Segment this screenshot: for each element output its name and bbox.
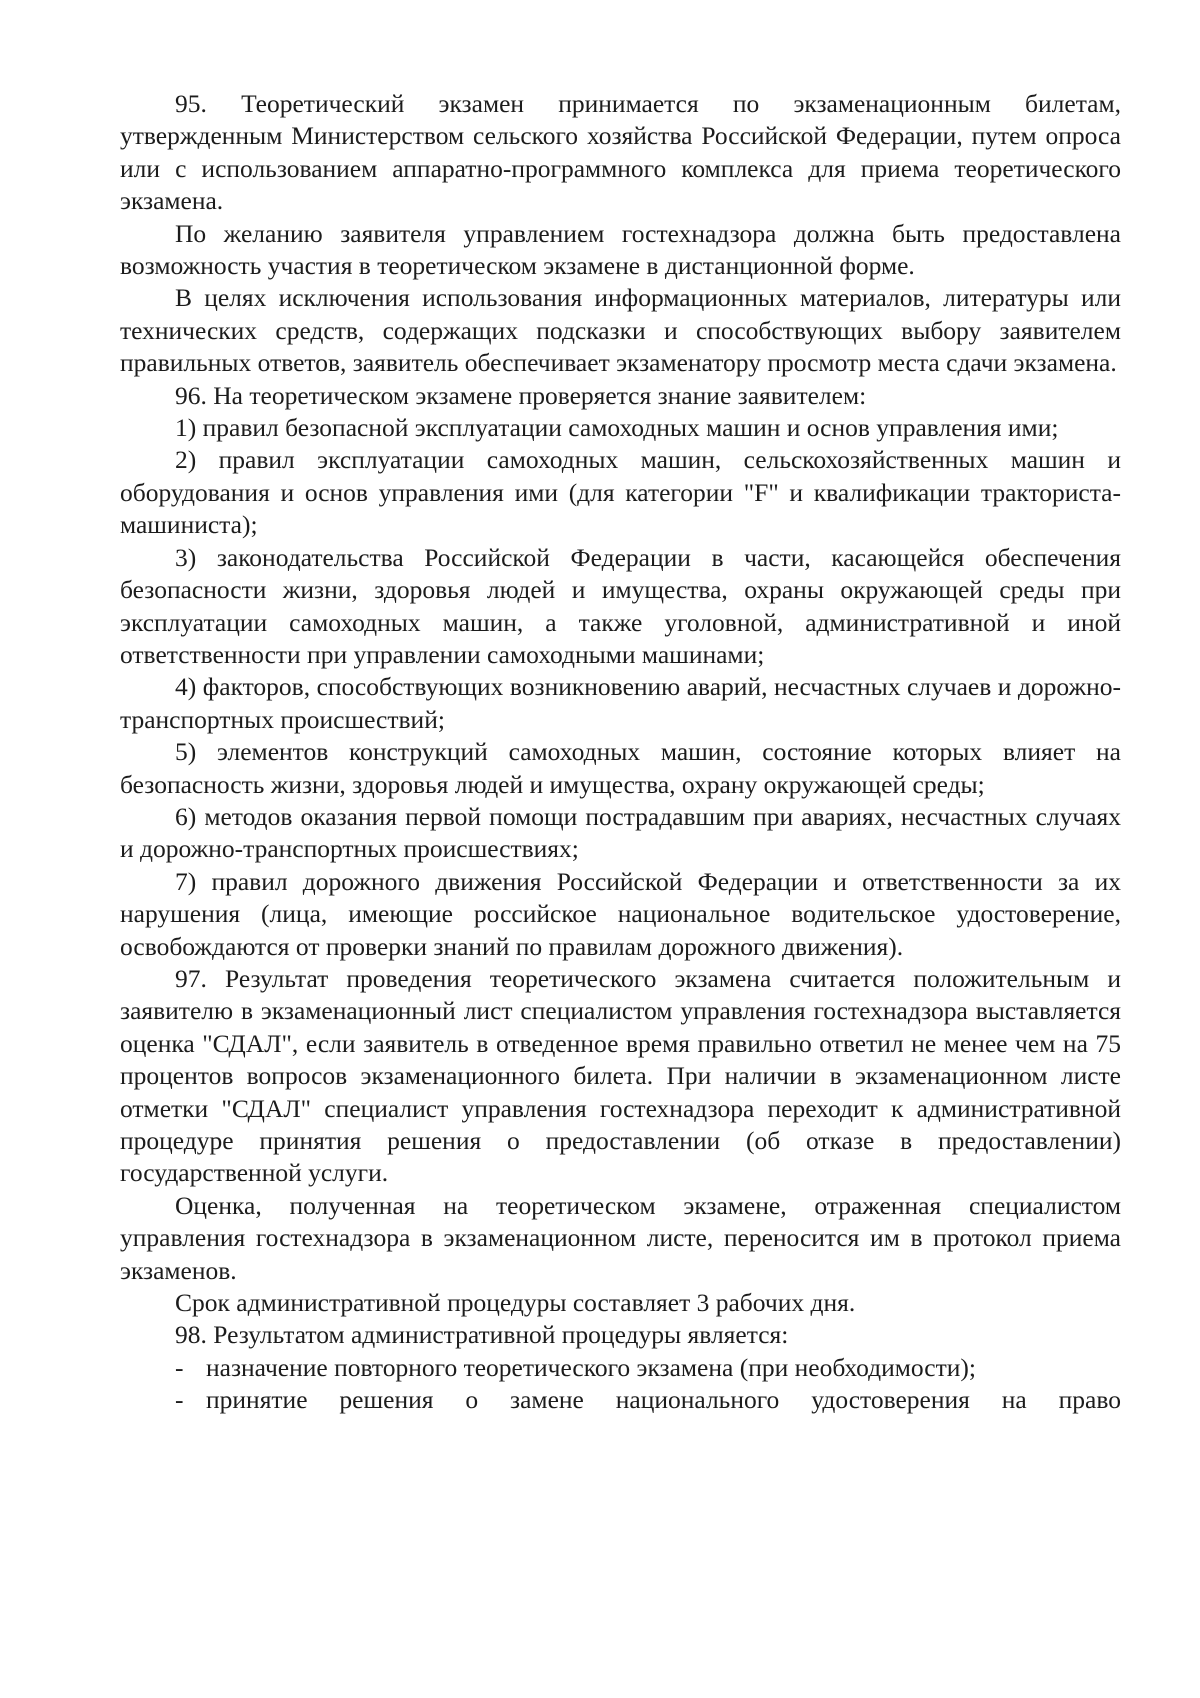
list-item-4: 4) факторов, способствующих возникновению аварий, несчастных случаев и дорожно-транспортных происшествий; — [120, 672, 1121, 734]
paragraph-grade-transfer: Оценка, полученная на теоретическом экзамене, отраженная специалистом управления гостехнадзора в экзаменационном листе, переносится им в протокол приема экзаменов. — [120, 1190, 1121, 1285]
document-page — [120, 88, 1121, 1417]
result-list-item — [120, 1384, 1121, 1416]
list-item-5: 5) элементов конструкций самоходных машин, состояние которых влияет на безопасность жизни, здоровья людей и имущества, охрану окружающей среды; — [120, 737, 1121, 799]
paragraph-96: 96. На теоретическом экзамене проверяется знание заявителем: — [175, 380, 867, 410]
paragraph-95: 95. Теоретический экзамен принимается по экзаменационным билетам, утвержденным Министерством сельского хозяйства Российской Федерации, путем опроса или с использованием аппаратно-программного комплекса для приема теоретического экзамена. — [120, 89, 1121, 216]
dash-marker: - — [175, 1385, 184, 1415]
paragraph-deadline: Срок административной процедуры составляет 3 рабочих дня. — [175, 1288, 856, 1318]
paragraph-remote-exam: По желанию заявителя управлением гостехнадзора должна быть предоставлена возможность участия в теоретическом экзамене в дистанционной форме. — [120, 218, 1121, 281]
result-list-item — [120, 1352, 1121, 1384]
list-item-3: 3) законодательства Российской Федерации в части, касающейся обеспечения безопасности жизни, здоровья людей и имущества, охраны окружающей среды при эксплуатации самоходных машин, а также уголовной, административной и иной ответственности при управлении самоходными машинами; — [120, 542, 1121, 669]
dash-marker: - — [175, 1352, 184, 1382]
list-item-6: 6) методов оказания первой помощи пострадавшим при авариях, несчастных случаях и дорожно-транспортных происшествиях; — [120, 801, 1121, 864]
paragraph-97: 97. Результат проведения теоретического экзамена считается положительным и заявителю в экзаменационный лист специалистом управления гостехнадзора выставляется оценка "СДАЛ", если заявитель в отведенное время правильно ответил не менее чем на 75 процентов вопросов экзаменационного билета. При наличии в экзаменационном листе отметки "СДАЛ" специалист управления гостехнадзора переходит к административной процедуре принятия решения о предоставлении (об отказе в предоставлении) государственной услуги. — [120, 963, 1121, 1188]
list-item-7: 7) правил дорожного движения Российской Федерации и ответственности за их нарушения (лица, имеющие российское национальное водительское удостоверение, освобождаются от проверки знаний по правилам дорожного движения). — [120, 866, 1121, 961]
result-item-text: принятие решения о замене национального удостоверения на право — [206, 1385, 1121, 1415]
list-item-1: 1) правил безопасной эксплуатации самоходных машин и основ управления ими; — [175, 413, 1059, 443]
result-item-text: назначение повторного теоретического экзамена (при необходимости); — [206, 1352, 976, 1382]
result-list — [120, 1352, 1121, 1417]
paragraph-exam-supervision: В целях исключения использования информационных материалов, литературы или технических средств, содержащих подсказки и способствующих выбору заявителем правильных ответов, заявитель обеспечивает экзаменатору просмотр места сдачи экзамена. — [120, 283, 1121, 378]
paragraph-98: 98. Результатом административной процедуры является: — [175, 1320, 789, 1350]
list-item-2: 2) правил эксплуатации самоходных машин, сельскохозяйственных машин и оборудования и основ управления ими (для категории "F" и квалификации тракториста-машиниста); — [120, 445, 1121, 540]
